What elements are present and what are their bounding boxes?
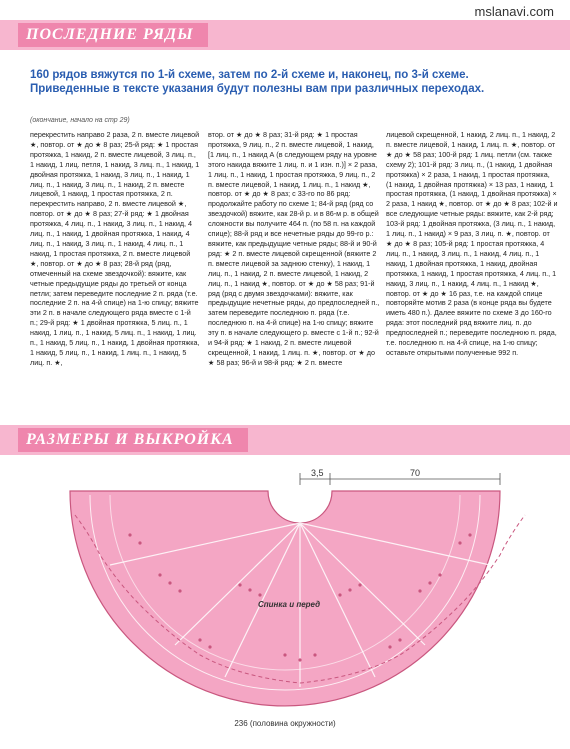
section-title: ПОСЛЕДНИЕ РЯДЫ (26, 26, 194, 43)
pattern-inside-label: Спинка и перед (258, 600, 321, 609)
section-title-box (18, 428, 248, 452)
site-watermark: mslanavi.com (474, 4, 554, 19)
half-circle-pattern (70, 491, 500, 706)
dimension-small-label: 3,5 (311, 468, 324, 478)
section-title: РАЗМЕРЫ И ВЫКРОЙКА (26, 431, 234, 448)
intro-text: 160 рядов вяжутся по 1-й схеме, затем по 2-й схеме и, наконец, по 3-й схеме. Приведенные в тексте указания будут полезны вам при различных переходах. (30, 69, 485, 95)
section-title-box (18, 23, 208, 47)
continuation-note: (окончание, начало на стр 29) (30, 117, 130, 124)
dimension-large-label: 70 (410, 468, 421, 478)
text-column-1: перекрестить направо 2 раза, 2 п. вместе лицевой ★, повтор. от ★ до ★ 8 раз; 25-й ряд: ★ 1 простая протяжка, 1 накид, 2 п. вместе лицевой, 3 лиц. п., 1 накид, 1 лиц. петля, 1 накид, 3 лиц. п., 1 накид, 1 двойная протяжка, 1 накид, 3 лиц. п., 1 накид, 1 лиц. п., 1 накид, 3 лиц. п., 1 накид, 2 п. вместе лицевой, 1 накид, 1 простая протяжка, 2 п. перекрестить направо, 2 п. вместе лицевой ★, повтор. от ★ до ★ 8 раз; 27-й ряд: ★ 1 двойная протяжка, 4 лиц. п., 1 накид, 3 лиц. п., 1 накид, 4 лиц. п., 1 накид, 1 двойная протяжка, 1 накид, 4 лиц. п., 1 накид, 3 лиц. п., 1 накид, 4 лиц. п., 1 накид, 1 простая протяжка, 2 п. вместе лицевой ★, повтор. от ★ до ★ 8 раз; 28-й ряд (ряд, отмеченный на схеме звездочкой): вяжите, как четные предыдущие ряды до третьей от конца петли; затем переведите последние 2 п. ряда (т.е. последние 2 п. на 4-й спице) на 1-ю спицу; вяжите эти 2 п. в начале следующего ряда вместе с 1-й п.; 29-й ряд: ★ 1 двойная протяжка, 5 лиц. п., 1 накид, 1 лиц. п., 1 накид, 5 лиц. п., 1 накид, 1 лиц. п., 1 накид, 5 лиц. п., 1 накид, 1 двойная протяжка, 1 накид, 5 лиц. п., 1 накид, 1 лиц. п., 1 накид, 5 лиц. п. ★, (30, 130, 200, 367)
diagram-caption: 236 (половина окружности) (234, 719, 336, 728)
text-column-3: лицевой скрещенной, 1 накид, 2 лиц. п., 1 накид, 2 п. вместе лицевой, 1 накид, 1 лиц. п. ★, повтор. от ★ до ★ 58 раз; 100-й ряд: 1 лиц. петли (см. также схему 2); 101-й ряд: 3 лиц. п., (1 накид, 1 двойная протяжка) × 2 раза, 1 накид, 1 простая протяжка, (1 накид, 1 двойная протяжка) × 13 раз, 1 накид, 1 простая протяжка, (1 накид, 1 двойная протяжка) × 2 раза, 1 накид ★, повтор. от ★ до ★ 8 раз; 102-й и все следующие четные ряды: вяжите, как 2-й ряд; 103-й ряд: 1 двойная протяжка, (3 лиц. п., 1 накид, 1 лиц. п., 1 накид) × 9 раз, 3 лиц. п. ★, повтор. от ★ до ★ 8 раз; 105-й ряд: 1 простая протяжка, 4 лиц. п., 1 накид, 3 лиц. п., 1 накид, 4 лиц. п., 1 накид, 1 двойная протяжка, 1 накид, двойная протяжка, 1 накид, 1 простая протяжка, 4 лиц. п., 1 накид, 3 лиц. п., 1 накид, 4 лиц. п., 1 накид ★, повтор. от ★ до ★ 16 раз, т.е. на каждой спице повторяйте мотив 2 раза (в конце ряда вы будете иметь 480 п.). Далее вяжите по схеме 3 до 160-го ряда: этот последний ряд вяжите лиц. п. до предпоследней п.; переведите последнюю п. ряда, т.е. последнюю п. на 4-й спице, на 1-ю спицу; оставьте открытыми полученные 992 п. (386, 130, 558, 357)
text-column-2: втор. от ★ до ★ 8 раз; 31-й ряд: ★ 1 простая протяжка, 9 лиц. п., 2 п. вместе лицевой, 1 накид, [1 лиц. п., 1 накид А (в следующем ряду на уровне этого накида вяжите 1 лиц. п. и 1 изн. п.)] × 2 раза, 1 лиц. п., 1 накид, 1 простая протяжка, 9 лиц. п., 2 п. вместе лицевой, 1 накид, 1 лиц. п., 1 накид ★, повтор. от ★ до ★ 8 раз; с 33-го по 86 ряд: продолжайте работу по схеме 1; 84-й ряд (ряд со звездочкой) вяжите, как 28-й р. и в 86-м р. в общей сложности вы получите 464 п. (по 58 п. на каждой спице); 88-й ряд и все нечетные ряды до 99-го р.: вяжите, как предыдущие четные ряды; 88-й и 90-й ряд: ★ 2 п. вместе лицевой скрещенной (вяжите 2 п. вместе лицевой за заднюю стенку), 1 накид, 1 лиц. п., 1 накид, 2 п. вместе лицевой, 1 накид, 2 лиц. п., 1 накид ★, повтор. от ★ до ★ 58 раз; 91-й ряд (ряд с двумя звездочками): вяжите, как предыдущие нечетные ряды, до предпоследней п., затем переведите последнюю п. ряда (т.е. последнюю п. на 4-й спице) на 1-ю спицу; вяжите эту п. в начале следующего р. вместе с 1-й п.; 92-й и 94-й ряд: ★ 1 накид, 2 п. вместе лицевой скрещенной, 1 накид, 1 лиц. п. ★, повтор. от ★ до ★ 58 раз; 96-й и 98-й ряд: ★ 2 п. вместе (208, 130, 380, 367)
section-header-last-rows (0, 20, 570, 50)
section-header-sizes (0, 425, 570, 455)
